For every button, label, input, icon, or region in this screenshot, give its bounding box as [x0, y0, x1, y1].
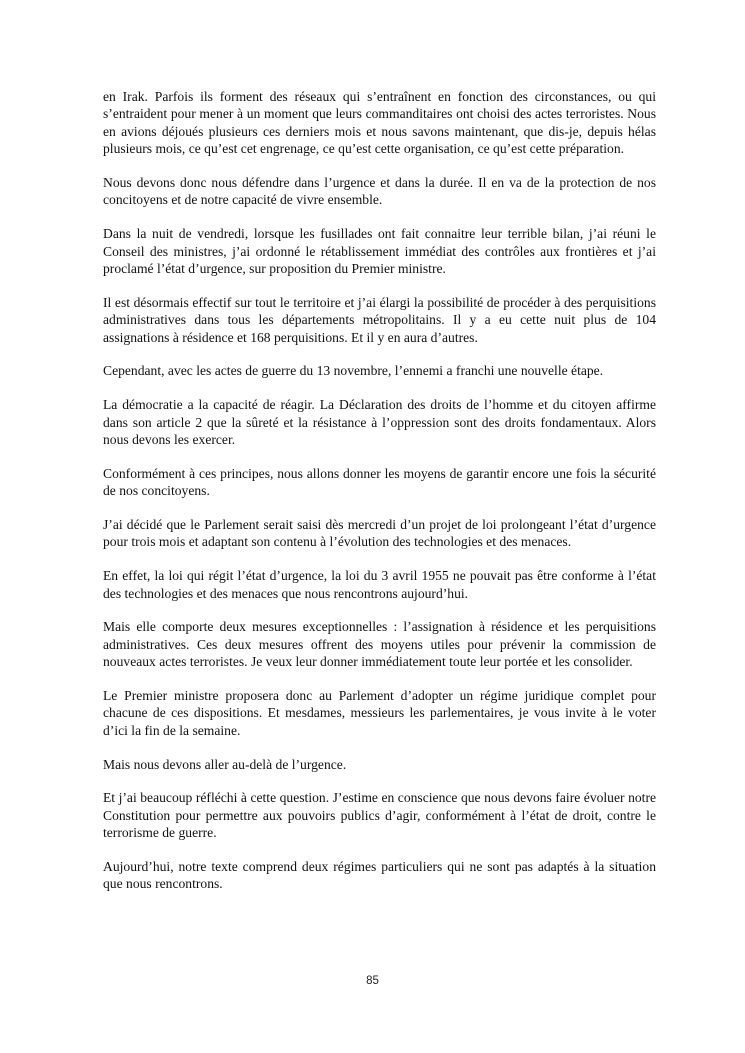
paragraph-5: Cependant, avec les actes de guerre du 13 novembre, l’ennemi a franchi une nouvelle étape.: [103, 363, 604, 379]
paragraph-12: Mais nous devons aller au-delà de l’urgence.: [103, 756, 347, 772]
paragraph-6: La démocratie a la capacité de réagir. La Déclaration des droits de l’homme et du citoyen affirme dans son article 2 que la sûreté et la résistance à l’oppression sont des droits fondamentaux. Alors nous devons les exercer.: [103, 397, 656, 448]
paragraph-3: Dans la nuit de vendredi, lorsque les fusillades ont fait connaitre leur terrible bilan, j’ai réuni le Conseil des ministres, j’ai ordonné le rétablissement immédiat des contrôles aux frontières et j’ai proclamé l’état d’urgence, sur proposition du Premier ministre.: [103, 226, 656, 277]
paragraph-1: en Irak. Parfois ils forment des réseaux qui s’entraînent en fonction des circonstances, ou qui s’entraident pour mener à un moment que leurs commanditaires ont choisi des actes terroristes. Nous en avions déjoués plusieurs ces derniers mois et nous savons maintenant, que dis-je, depuis hélas plusieurs mois, ce qu’est cet engrenage, ce qu’est cette organisation, ce qu’est cette préparation.: [103, 89, 656, 157]
paragraph-9: En effet, la loi qui régit l’état d’urgence, la loi du 3 avril 1955 ne pouvait pas être conforme à l’état des technologies et des menaces que nous rencontrons aujourd’hui.: [103, 568, 656, 601]
paragraph-2: Nous devons donc nous défendre dans l’urgence et dans la durée. Il en va de la protection de nos concitoyens et de notre capacité de vivre ensemble.: [103, 175, 656, 208]
paragraph-8: J’ai décidé que le Parlement serait saisi dès mercredi d’un projet de loi prolongeant l’état d’urgence pour trois mois et adaptant son contenu à l’évolution des technologies et des menaces.: [103, 517, 656, 550]
paragraph-14: Aujourd’hui, notre texte comprend deux régimes particuliers qui ne sont pas adaptés à la situation que nous rencontrons.: [103, 859, 656, 892]
document-body: [103, 88, 656, 909]
page-number: 85: [366, 975, 379, 987]
paragraph-11: Le Premier ministre proposera donc au Parlement d’adopter un régime juridique complet pour chacune de ces dispositions. Et mesdames, messieurs les parlementaires, je vous invite à le voter d’ici la fin de la semaine.: [103, 688, 656, 738]
paragraph-13: Et j’ai beaucoup réfléchi à cette question. J’estime en conscience que nous devons faire évoluer notre Constitution pour permettre aux pouvoirs publics d’agir, conformément à l’état de droit, contre le terrorisme de guerre.: [103, 790, 656, 841]
paragraph-10: Mais elle comporte deux mesures exceptionnelles : l’assignation à résidence et les perquisitions administratives. Ces deux mesures offrent des moyens utiles pour prévenir la commission de nouveaux actes terroristes. Je veux leur donner immédiatement toute leur portée et les consolider.: [103, 619, 656, 670]
paragraph-7: Conformément à ces principes, nous allons donner les moyens de garantir encore une fois la sécurité de nos concitoyens.: [103, 465, 656, 499]
paragraph-4: Il est désormais effectif sur tout le territoire et j’ai élargi la possibilité de procéder à des perquisitions administratives dans tous les départements métropolitains. Il y a eu cette nuit plus de 104 assignations à résidence et 168 perquisitions. Et il y en aura d’autres.: [103, 294, 656, 345]
